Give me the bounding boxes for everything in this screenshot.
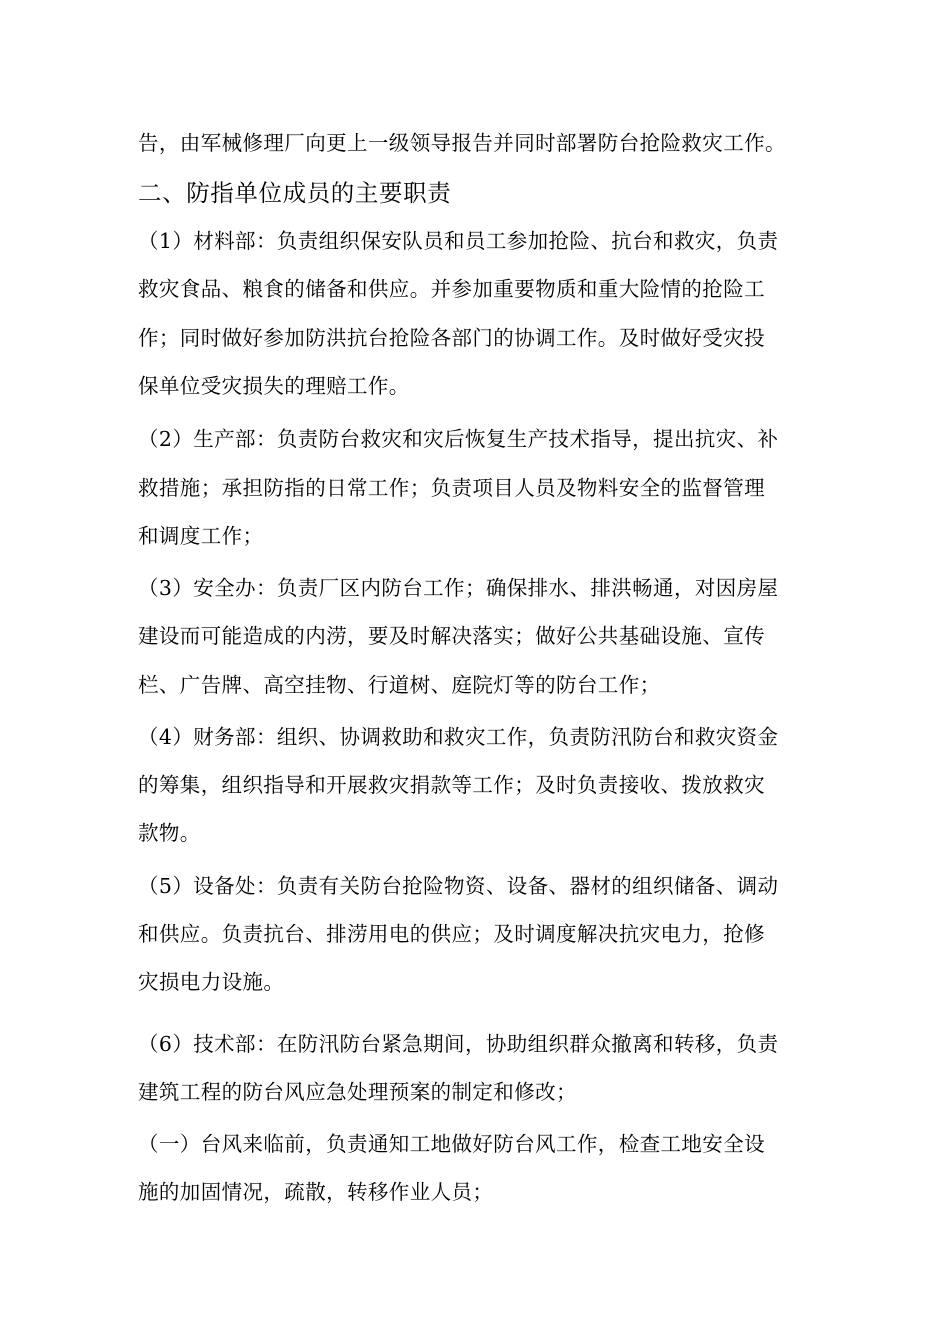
paragraph-line: （6）技术部：在防汛防台紧急期间，协助组织群众撤离和转移，负责 — [138, 1032, 779, 1056]
paragraph-line: 建设而可能造成的内涝，要及时解决落实；做好公共基础设施、宣传 — [138, 624, 765, 648]
paragraph-line: 施的加固情况，疏散，转移作业人员； — [138, 1180, 494, 1204]
paragraph-line: 救灾食品、粮食的储备和供应。并参加重要物质和重大险情的抢险工 — [138, 277, 765, 301]
paragraph-line: （2）生产部：负责防台救灾和灾后恢复生产技术指导，提出抗灾、补 — [138, 427, 779, 451]
paragraph-line: 的筹集，组织指导和开展救灾捐款等工作；及时负责接收、拨放救灾 — [138, 773, 765, 797]
paragraph-line: 救措施；承担防指的日常工作；负责项目人员及物料安全的监督管理 — [138, 476, 765, 500]
paragraph-line: （一）台风来临前，负责通知工地做好防台风工作，检查工地安全设 — [138, 1132, 765, 1156]
paragraph-line: 作；同时做好参加防洪抗台抢险各部门的协调工作。及时做好受灾投 — [138, 326, 765, 350]
paragraph-line: （3）安全办：负责厂区内防台工作；确保排水、排洪畅通，对因房屋 — [138, 576, 779, 600]
paragraph-line: （1）材料部：负责组织保安队员和员工参加抢险、抗台和救灾，负责 — [138, 229, 779, 253]
paragraph-line: 和调度工作； — [138, 524, 264, 548]
intro-line: 告，由军械修理厂向更上一级领导报告并同时部署防台抢险救灾工作。 — [138, 131, 786, 155]
paragraph-line: 栏、广告牌、高空挂物、行道树、庭院灯等的防台工作； — [138, 673, 661, 697]
paragraph-line: 和供应。负责抗台、排涝用电的供应；及时调度解决抗灾电力，抢修 — [138, 922, 765, 946]
paragraph-line: （4）财务部：组织、协调救助和救灾工作，负责防汛防台和救灾资金 — [138, 725, 779, 749]
paragraph-line: （5）设备处：负责有关防台抢险物资、设备、器材的组织储备、调动 — [138, 874, 779, 898]
section-heading: 二、防指单位成员的主要职责 — [138, 179, 452, 207]
paragraph-line: 灾损电力设施。 — [138, 970, 285, 994]
paragraph-line: 保单位受灾损失的理赔工作。 — [138, 374, 410, 398]
paragraph-line: 款物。 — [138, 821, 201, 845]
paragraph-line: 建筑工程的防台风应急处理预案的制定和修改； — [138, 1080, 577, 1104]
